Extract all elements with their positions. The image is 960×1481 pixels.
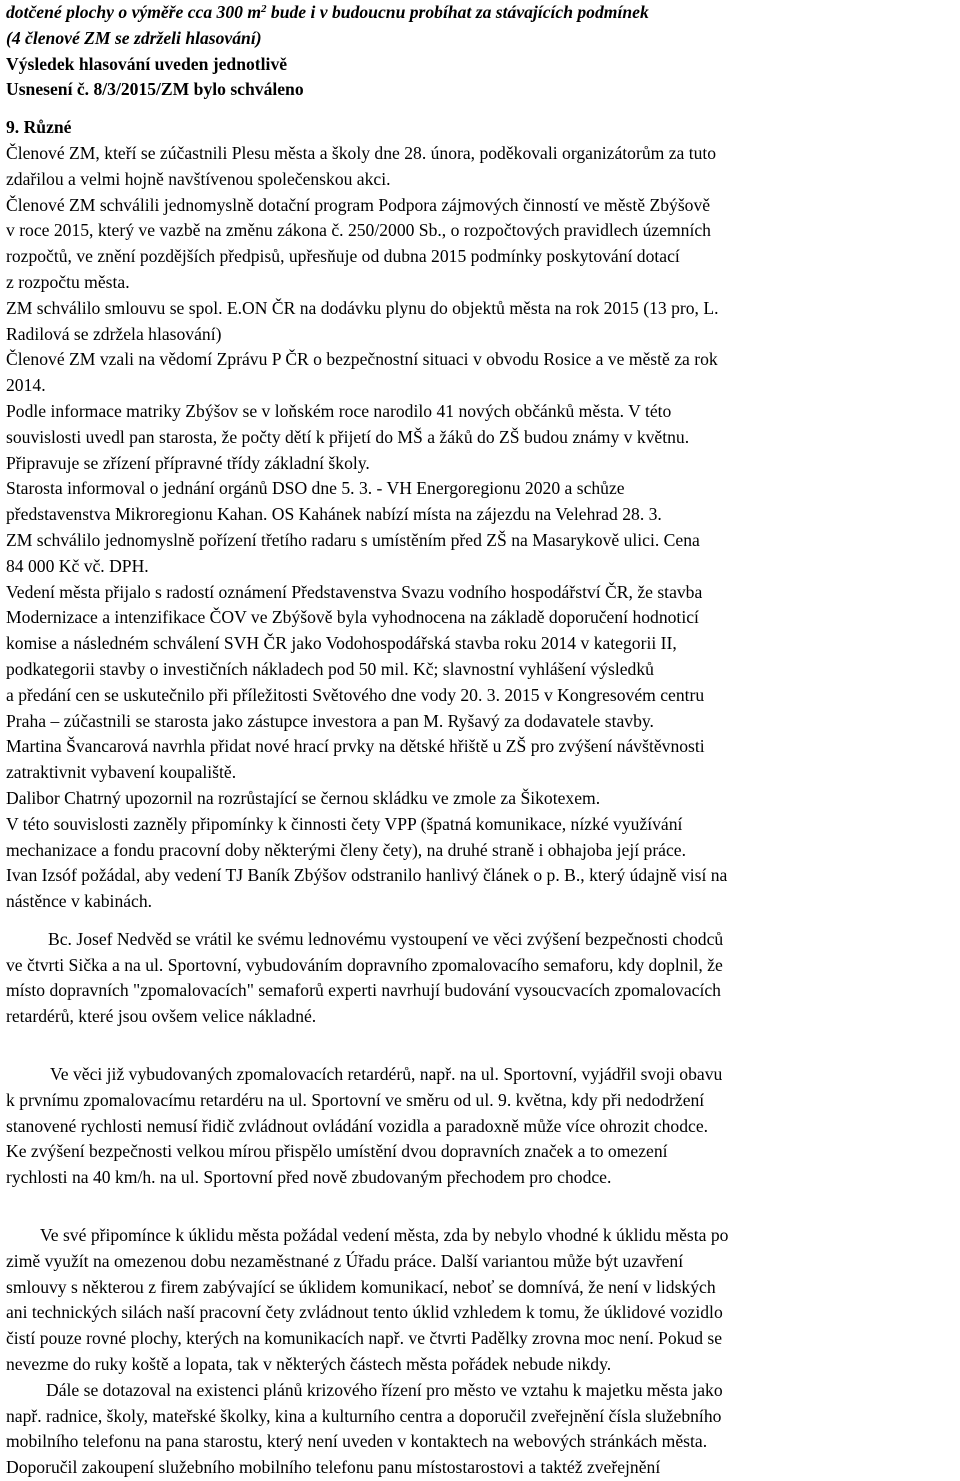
text-line: Ivan Izsóf požádal, aby vedení TJ Baník Zbýšov odstranilo hanlivý článek o p. B., který údajně visí na	[6, 865, 728, 886]
resolution-line: Usnesení č. 8/3/2015/ZM bylo schváleno	[6, 79, 304, 100]
text-line: V této souvislosti zazněly připomínky k činnosti čety VPP (špatná komunikace, nízké využívání	[6, 813, 683, 834]
text-line: Ve své připomínce k úklidu města požádal vedení města, zda by nebylo vhodné k úklidu města po	[40, 1225, 729, 1246]
text-line: představenstva Mikroregionu Kahan. OS Kahánek nabízí místa na zájezdu na Velehrad 28. 3.	[6, 504, 662, 525]
spacer	[6, 103, 958, 115]
text-line: 2014.	[6, 375, 46, 396]
spacer	[6, 1191, 958, 1207]
text-line: Doporučil zakoupení služebního mobilního telefonu panu místostarostovi a taktéž zveřejnění	[6, 1457, 661, 1478]
text-line: Dále se dotazoval na existenci plánů krizového řízení pro město ve vztahu k majetku města jako	[46, 1379, 723, 1400]
text-line: Členové ZM vzali na vědomí Zprávu P ČR o bezpečnostní situaci v obvodu Rosice a ve městě za rok	[6, 349, 718, 370]
text-line: Podle informace matriky Zbýšov se v loňském roce narodilo 41 nových občánků města. V této	[6, 400, 672, 421]
text-line: Modernizace a intenzifikace ČOV ve Zbýšově byla vyhodnocena na základě doporučení hodnoticí	[6, 607, 699, 628]
text-line: z rozpočtu města.	[6, 271, 130, 292]
text-line: Připravuje se zřízení přípravné třídy základní školy.	[6, 452, 370, 473]
text-line: Ve věci již vybudovaných zpomalovacích retardérů, např. na ul. Sportovní, vyjádřil svoji obavu	[50, 1064, 723, 1085]
spacer	[6, 915, 958, 927]
text-line: ZM schválilo jednomyslně pořízení třetího radaru s umístěním před ZŠ na Masarykově ulici. Cena	[6, 529, 700, 550]
text-line: nástěnce v kabinách.	[6, 891, 153, 912]
text-line: komise a následném schválení SVH ČR jako Vodohospodářská stavba roku 2014 v kategorii II,	[6, 633, 677, 654]
header-text-area-cont: bude i v budoucnu probíhat za stávajících podmínek	[266, 2, 649, 22]
paragraph-nedved	[6, 927, 958, 1030]
text-line: k prvnímu zpomalovacímu retardéru na ul. Sportovní ve směru od ul. 9. května, kdy při nedodržení	[6, 1089, 705, 1110]
text-line: Dalibor Chatrný upozornil na rozrůstající se černou skládku ve zmole za Šikotexem.	[6, 787, 601, 808]
section-body	[6, 141, 958, 915]
text-line: ve čtvrti Sička a na ul. Sportovní, vybudováním dopravního zpomalovacího semaforu, kdy doplnil, že	[6, 954, 723, 975]
text-line: podkategorii stavby o investičních nákladech pod 50 mil. Kč; slavnostní vyhlášení výsledků	[6, 658, 654, 679]
text-line: souvislosti uvedl pan starosta, že počty dětí k přijetí do MŠ a žáků do ZŠ budou známy v květnu.	[6, 426, 690, 447]
text-line: 84 000 Kč vč. DPH.	[6, 555, 149, 576]
header-line-abstain: (4 členové ZM se zdrželi hlasování)	[6, 27, 262, 48]
header-line-vote: Výsledek hlasování uveden jednotlivě	[6, 53, 288, 74]
text-line: v roce 2015, který ve vazbě na změnu zákona č. 250/2000 Sb., o rozpočtových pravidlech územních	[6, 220, 711, 241]
text-line: zdařilou a velmi hojně navštívenou společenskou akci.	[6, 168, 391, 189]
spacer	[6, 1207, 958, 1223]
text-line: Starosta informoval o jednání orgánů DSO dne 5. 3. - VH Energoregionu 2020 a schůze	[6, 478, 625, 499]
text-line: např. radnice, školy, mateřské školky, kina a kulturního centra a doporučil zveřejnění čísla služebního	[6, 1405, 722, 1426]
text-line: ZM schválilo smlouvu se spol. E.ON ČR na dodávku plynu do objektů města na rok 2015 (13 pro, L.	[6, 297, 719, 318]
header-text-area: dotčené plochy o výměře cca 300 m	[6, 2, 262, 22]
text-line: místo dopravních "zpomalovacích" semaforů experti navrhují budování vysoucvacích zpomalovacích	[6, 980, 721, 1001]
spacer	[6, 1030, 958, 1046]
text-line: ani technických silách naší pracovní čety zvládnout tento úklid vzhledem k tomu, že úklidové vozidlo	[6, 1302, 723, 1323]
text-line: Radilová se zdržela hlasování)	[6, 323, 222, 344]
text-line: retardérů, které jsou ovšem velice nákladné.	[6, 1006, 317, 1027]
text-line: zatraktivnit vybavení koupaliště.	[6, 762, 237, 783]
text-line: smlouvy s některou z firem zabývající se úklidem komunikací, neboť se domnívá, že není v lidských	[6, 1276, 716, 1297]
text-line: Praha – zúčastnili se starosta jako zástupce investora a pan M. Ryšavý za dodavatele stavby.	[6, 710, 654, 731]
text-line: a předání cen se uskutečnilo při příležitosti Světového dne vody 20. 3. 2015 v Kongresovém centru	[6, 684, 705, 705]
text-line: rozpočtů, ve znění pozdějších předpisů, upřesňuje od dubna 2015 podmínky poskytování dotací	[6, 246, 680, 267]
paragraph-cleaning	[6, 1223, 958, 1378]
text-line: Členové ZM schválili jednomyslně dotační program Podpora zájmových činností ve městě Zbýšově	[6, 194, 711, 215]
superscript-2: 2	[261, 3, 267, 15]
text-line: Martina Švancarová navrhla přidat nové hrací prvky na dětské hřiště u ZŠ pro zvýšení návštěvnosti	[6, 736, 705, 757]
text-line: Ke zvýšení bezpečnosti velkou mírou přispělo umístění dvou dopravních značek a to omezení	[6, 1141, 668, 1162]
paragraph-crisis	[6, 1378, 958, 1481]
text-line: zimě využít na omezenou dobu nezaměstnané z Úřadu práce. Další variantou může být uzavření	[6, 1250, 684, 1271]
text-line: rychlosti na 40 km/h. na ul. Sportovní před nově zbudovaným přechodem pro chodce.	[6, 1167, 612, 1188]
text-line: Bc. Josef Nedvěd se vrátil ke svému lednovému vystoupení ve věci zvýšení bezpečnosti chodců	[48, 928, 724, 949]
text-line: nevezme do ruky koště a lopata, tak v některých částech města pořádek nebude nikdy.	[6, 1354, 612, 1375]
spacer	[6, 1046, 958, 1062]
text-line: Vedení města přijalo s radostí oznámení Představenstva Svazu vodního hospodářství ČR, že stavba	[6, 581, 703, 602]
text-line: mechanizace a fondu pracovní doby některými členy čety), na druhé straně i obhajoba její práce.	[6, 839, 686, 860]
section-heading: 9. Různé	[6, 117, 72, 138]
paragraph-retarders	[6, 1062, 958, 1191]
text-line: stanovené rychlosti nemusí řidič zvládnout ovládání vozidla a paradoxně může více ohrozit chodce.	[6, 1115, 709, 1136]
text-line: čistí pouze rovné plochy, kterých na komunikacích např. ve čtvrti Padělky zrovna moc není. Pokud se	[6, 1328, 723, 1349]
text-line: Členové ZM, kteří se zúčastnili Plesu města a školy dne 28. února, poděkovali organizátorům za tuto	[6, 142, 717, 163]
document-page	[6, 0, 958, 1481]
header-line-area	[6, 0, 958, 26]
text-line: mobilního telefonu na pana starostu, který není uveden v kontaktech na webových stránkách města.	[6, 1431, 708, 1452]
